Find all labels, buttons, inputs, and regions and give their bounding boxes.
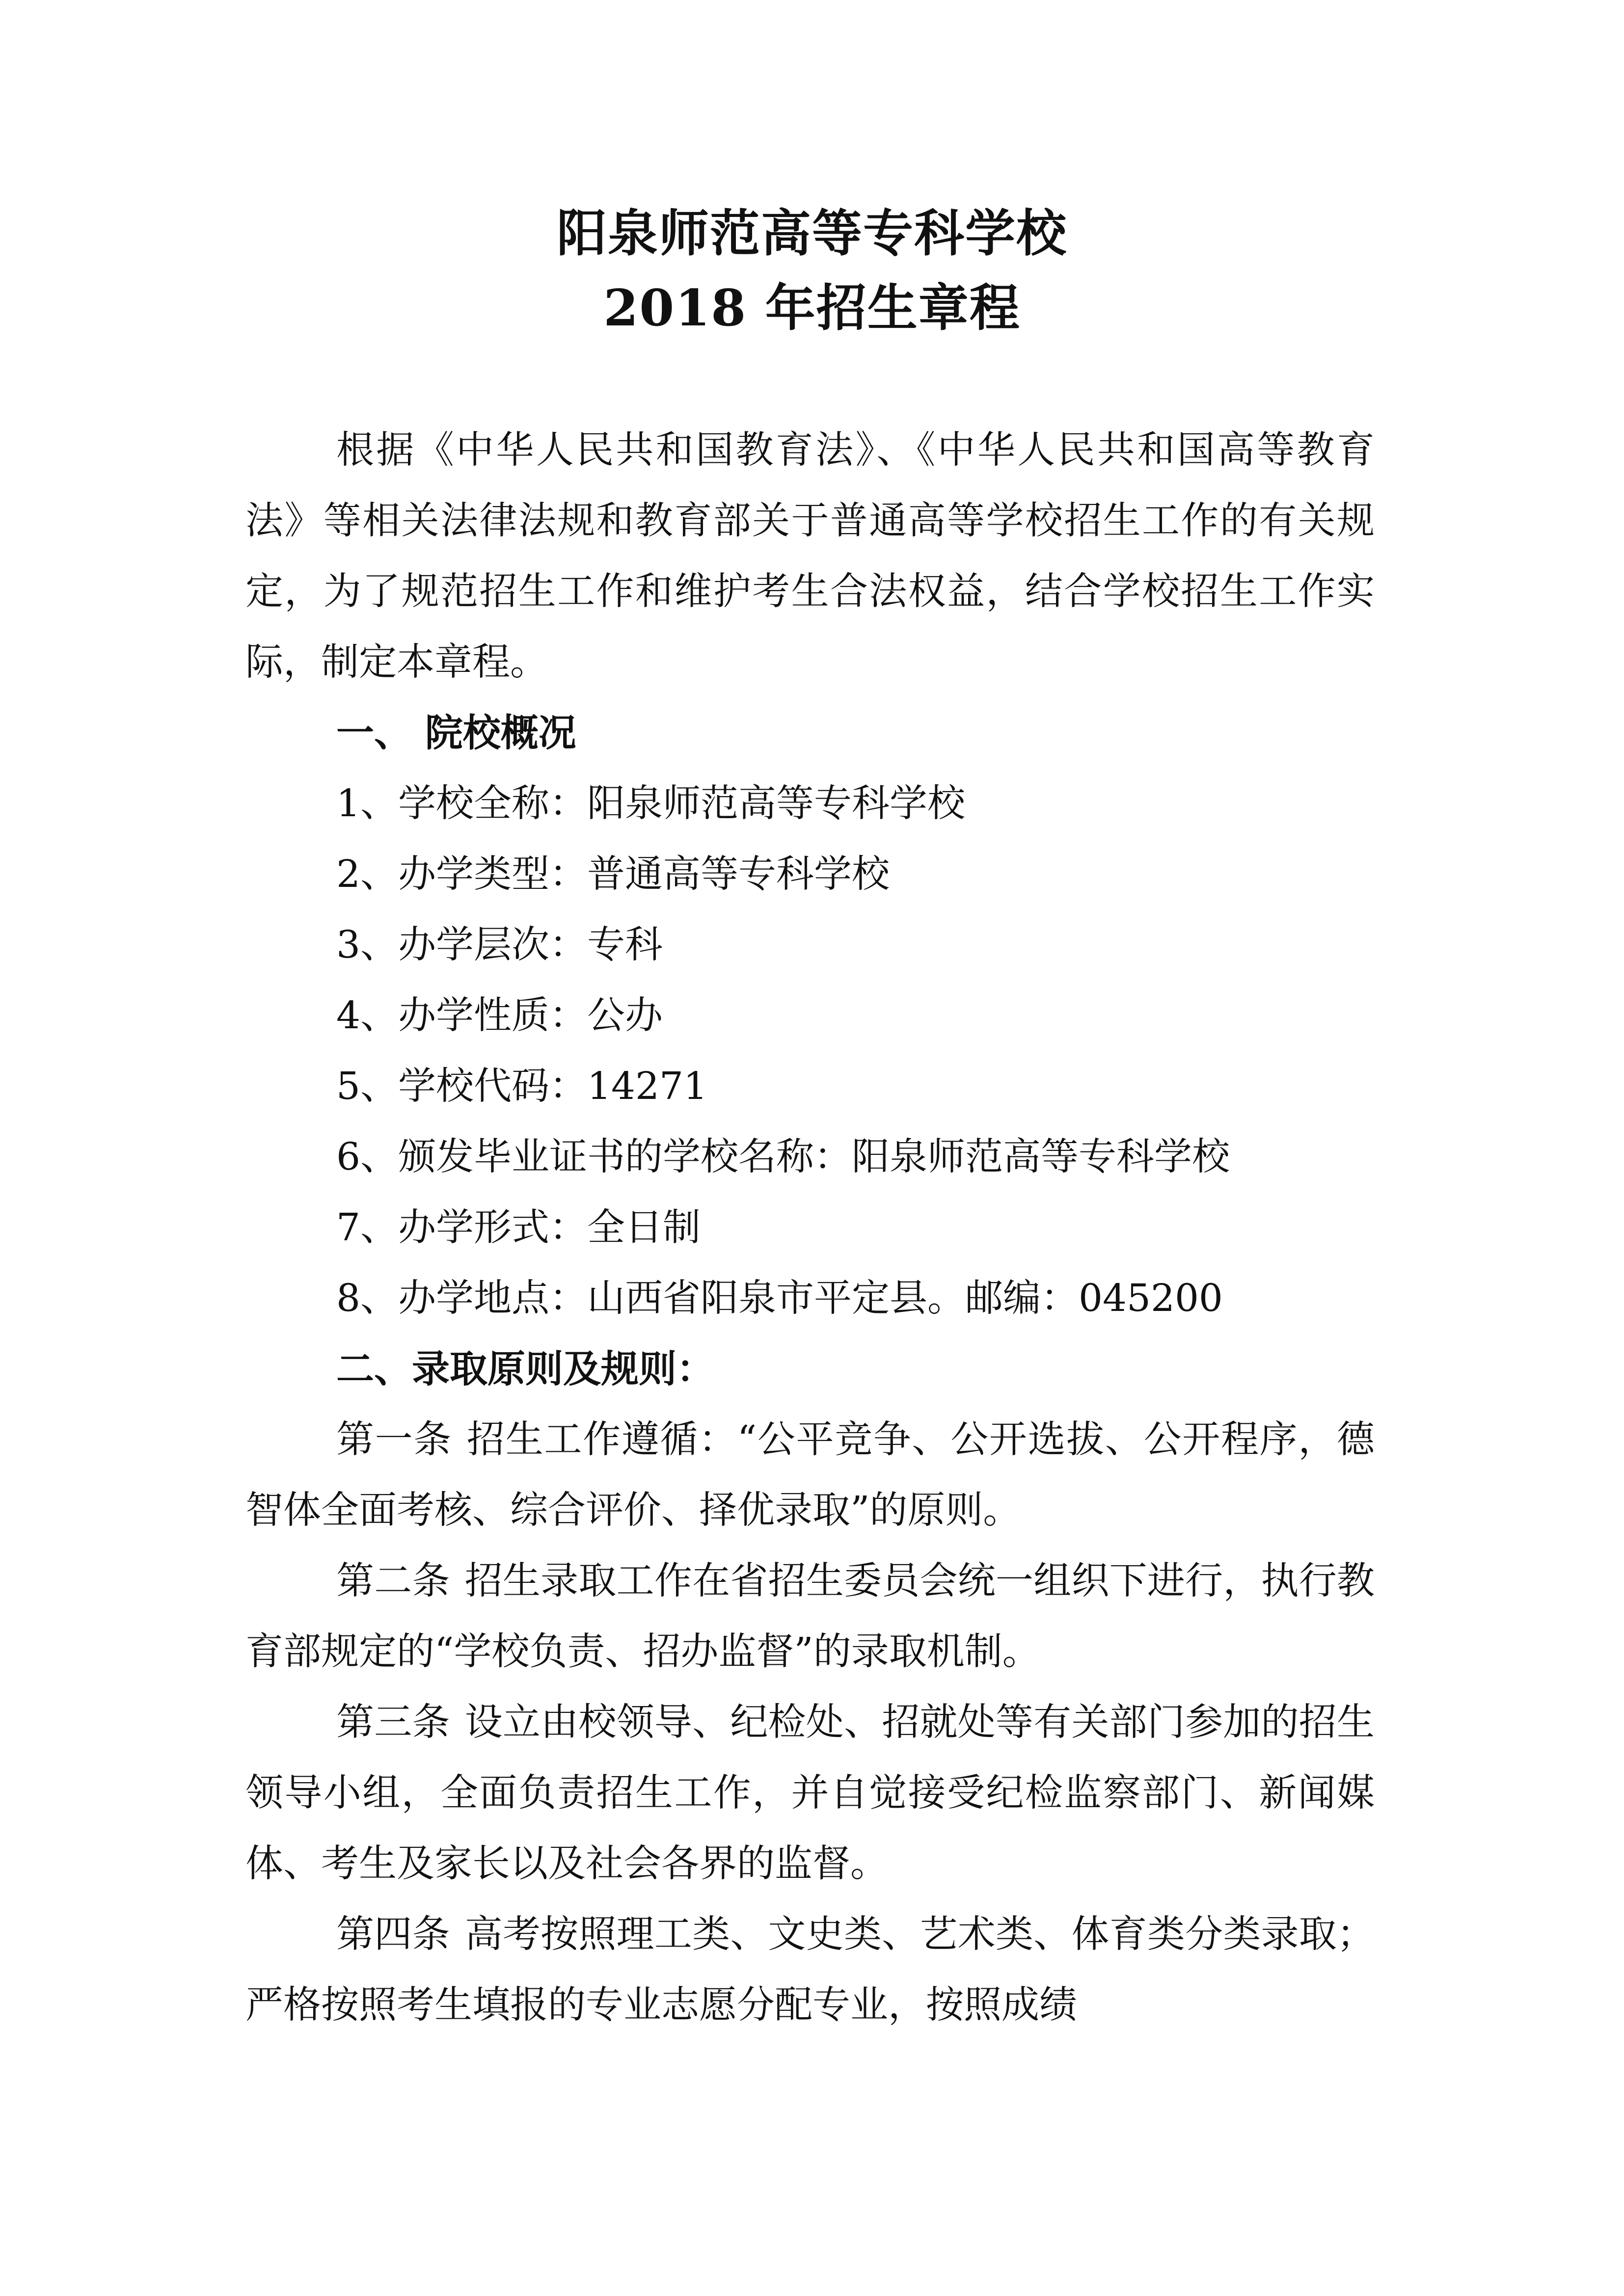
document-body: [245, 415, 1375, 2041]
article-paragraph: [245, 1899, 1375, 2041]
school-info-item: 8、办学地点：山西省阳泉市平定县。邮编：045200: [336, 1277, 1223, 1320]
article-text: 高考按照理工类、文史类、艺术类、体育类分类录取；严格按照考生填报的专业志愿分配专业，按照成绩: [245, 1913, 1375, 2027]
article-paragraph: [245, 1405, 1375, 1546]
document-subtitle: 2018 年招生章程: [603, 279, 1021, 338]
school-info-item: 1、学校全称：阳泉师范高等专科学校: [336, 782, 965, 826]
article-text: 招生录取工作在省招生委员会统一组织下进行，执行教育部规定的“学校负责、招办监督”的录取机制。: [245, 1559, 1375, 1674]
article-text: 招生工作遵循：“公平竞争、公开选拔、公开程序，德智体全面考核、综合评价、择优录取”的原则。: [245, 1418, 1375, 1532]
school-info-item: 4、办学性质：公办: [336, 994, 663, 1038]
document-title: 阳泉师范高等专科学校: [557, 204, 1067, 263]
school-info-item: 3、办学层次：专科: [336, 923, 663, 967]
article-label: 第三条: [336, 1701, 450, 1744]
article-paragraph: [245, 1687, 1375, 1899]
section-heading-admission-rules: 二、录取原则及规则：: [336, 1347, 714, 1391]
school-info-item: 6、颁发毕业证书的学校名称：阳泉师范高等专科学校: [336, 1135, 1230, 1179]
school-info-item: 7、办学形式：全日制: [336, 1206, 701, 1250]
article-paragraph: [245, 1546, 1375, 1687]
article-label: 第二条: [336, 1559, 450, 1603]
school-info-item: 2、办学类型：普通高等专科学校: [336, 853, 890, 896]
article-label: 第四条: [336, 1913, 450, 1956]
section-heading-overview: 一、 院校概况: [336, 711, 576, 755]
title-block: [0, 196, 1624, 346]
intro-paragraph: 根据《中华人民共和国教育法》、《中华人民共和国高等教育法》等相关法律法规和教育部关于普通高等学校招生工作的有关规定，为了规范招生工作和维护考生合法权益，结合学校招生工作实际，制定本章程。: [245, 428, 1375, 684]
article-text: 设立由校领导、纪检处、招就处等有关部门参加的招生领导小组，全面负责招生工作，并自觉接受纪检监察部门、新闻媒体、考生及家长以及社会各界的监督。: [245, 1701, 1375, 1886]
article-label: 第一条: [336, 1418, 453, 1462]
school-info-item: 5、学校代码：14271: [336, 1065, 707, 1108]
